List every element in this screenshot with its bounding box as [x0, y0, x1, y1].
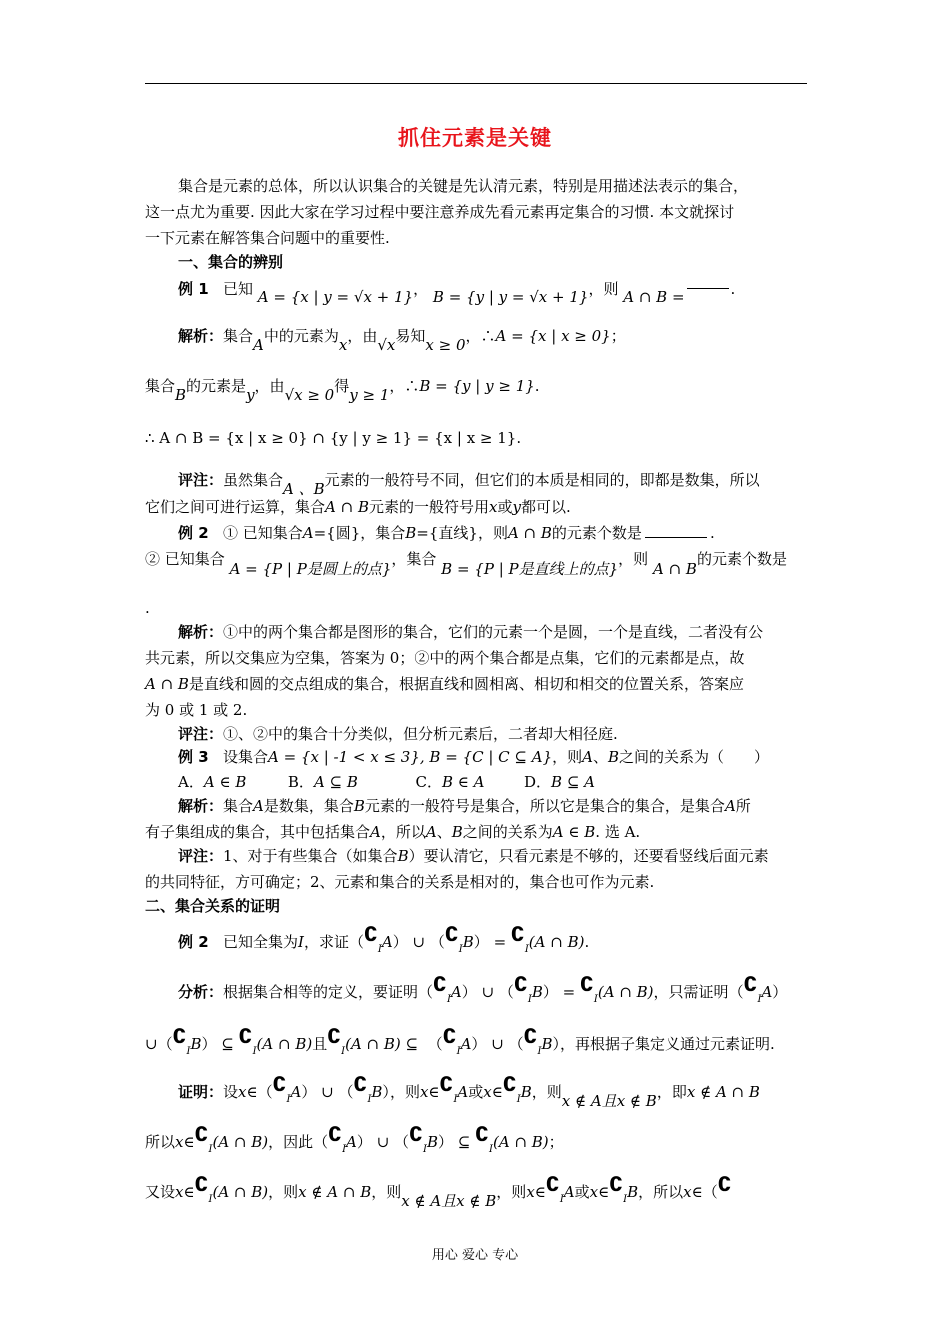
var-y: y — [246, 386, 255, 404]
text: 的元素是 — [186, 377, 247, 395]
paren: ） — [356, 1133, 372, 1151]
subscript-I: I — [559, 1194, 564, 1205]
set-A: A — [346, 1133, 357, 1151]
example-3 — [178, 747, 769, 767]
subscript-I: I — [537, 1046, 542, 1057]
example-4-label: 例 2 — [178, 933, 209, 951]
set-A: A — [457, 1083, 469, 1101]
set-A: A — [253, 797, 264, 815]
paren: （ — [728, 983, 744, 1001]
complement-icon: ∁ — [545, 1172, 560, 1196]
text: ，则 — [389, 1083, 420, 1101]
paren: （ — [508, 1035, 524, 1053]
complement-icon: ∁ — [743, 972, 758, 996]
option-value: B ∈ A — [441, 773, 485, 791]
complement-icon: ∁ — [272, 1072, 287, 1096]
subscript-I: I — [208, 1194, 213, 1205]
subset-op: ⊆ — [221, 1035, 234, 1053]
subscript-I: I — [623, 1194, 628, 1205]
intersection: A ∩ B — [507, 524, 552, 542]
set-A: A — [460, 1035, 472, 1053]
section-heading-1: 一、集合的辨别 — [178, 253, 284, 271]
text: 是直线和圆的交点组成的集合，根据直线和圆相离、相切和相交的位置关系，答案应 — [188, 675, 744, 693]
complement-icon: ∁ — [609, 1172, 624, 1196]
text: 设集合 — [222, 748, 268, 766]
text: 的元素个数是 — [551, 524, 642, 542]
set-A: A — [724, 797, 736, 815]
text: 它们之间可进行运算，集合 — [145, 498, 326, 516]
text: 或 — [574, 1183, 590, 1201]
in-op: ∈ — [183, 1133, 195, 1151]
paren: （ — [338, 1083, 354, 1101]
text: 虽然集合 — [223, 471, 284, 489]
option-key: A． — [178, 773, 204, 791]
example-1-label: 例 1 — [178, 280, 209, 298]
example-3-label: 例 3 — [178, 748, 209, 766]
set-definitions: A = {x | -1 < x ≤ 3}, B = {C | C ⊆ A} — [268, 748, 553, 766]
period: . — [584, 933, 590, 951]
solution-2-line-3 — [145, 674, 744, 694]
equals-op: = — [493, 933, 507, 951]
solution-2-line-1 — [178, 622, 763, 642]
in-op: ∈ — [598, 1183, 610, 1201]
set-B-definition: B = {P | P是直线上的点} — [441, 560, 619, 578]
text: ，由 — [254, 377, 285, 395]
set-A: A — [381, 933, 393, 951]
answer-blank — [645, 525, 707, 538]
intersection-question: A ∩ B = — [623, 288, 685, 306]
var-x: x — [589, 1183, 599, 1201]
text: 之间的关系为（ ） — [619, 748, 770, 766]
solution-label: 解析： — [178, 797, 224, 815]
subscript-I: I — [593, 994, 598, 1005]
not-in-relation: x ∉ A且x ∉ B — [561, 1092, 657, 1110]
complement-icon: ∁ — [475, 1122, 490, 1146]
subscript-I: I — [524, 944, 529, 955]
in-op: ∈ — [491, 1083, 503, 1101]
subscript-I: I — [422, 1144, 427, 1155]
complement-icon: ∁ — [194, 1172, 209, 1196]
set-B: B — [405, 524, 417, 542]
intro-line-3: 一下元素在解答集合问题中的重要性. — [145, 229, 390, 247]
inequality: √x ≥ 0 — [284, 386, 335, 404]
solution-3-line-1 — [178, 796, 751, 816]
intersection: A ∩ B — [652, 560, 697, 578]
complement-icon: ∁ — [172, 1024, 187, 1048]
complement-icon: ∁ — [238, 1024, 253, 1048]
universal-set-I: I — [298, 933, 304, 951]
text: 根据集合相等的定义，要证明 — [223, 983, 419, 1001]
var-x: x — [419, 1083, 429, 1101]
therefore: ，∴ — [389, 377, 420, 395]
subset-op: ⊆ — [405, 1035, 419, 1053]
set-A: A — [370, 823, 381, 841]
text: ，则 — [371, 1183, 402, 1201]
text: ，只需证明 — [653, 983, 729, 1001]
inequality: x ≥ 0 — [425, 336, 466, 354]
text: 元素的一般符号不同，但它们的本质是相同的，即都是数集，所以 — [324, 471, 760, 489]
comment-label: 评注： — [178, 725, 224, 743]
intersection: (A ∩ B) — [256, 1035, 313, 1053]
complement-icon: ∁ — [353, 1072, 368, 1096]
paren: ） — [382, 1083, 390, 1101]
equals-op: = — [562, 983, 576, 1001]
sqrt-x: √x — [377, 336, 396, 354]
text: 又设 — [145, 1183, 176, 1201]
example-2-q1 — [178, 523, 715, 543]
complement-icon: ∁ — [513, 972, 528, 996]
proof-line-1 — [178, 1072, 760, 1110]
intersection: (A ∩ B) — [597, 983, 654, 1001]
example-2-q2-end: . — [145, 599, 150, 617]
solution-1-line-1 — [178, 326, 626, 354]
union-op: ∪ — [412, 933, 426, 951]
subscript-I: I — [757, 994, 762, 1005]
text: 得 — [334, 377, 350, 395]
analysis-line-2 — [145, 1024, 775, 1057]
subset-op: ⊆ — [457, 1133, 471, 1151]
comment-2 — [178, 724, 618, 744]
period: . — [534, 377, 540, 395]
text: ，则 — [531, 1083, 562, 1101]
subscript-I: I — [458, 944, 463, 955]
option-key: C． — [415, 773, 442, 791]
text: ，所以 — [380, 823, 426, 841]
subscript-I: I — [377, 944, 382, 955]
text: ={直线}，则 — [416, 524, 508, 542]
paren: ） — [473, 933, 489, 951]
period: . — [709, 524, 715, 542]
union-op: ∪ — [481, 983, 495, 1001]
set-B-result: B = {y | y ≥ 1} — [419, 377, 535, 395]
example-2-q2 — [145, 549, 787, 578]
comment-1-line-1 — [178, 470, 760, 498]
in-op: ∈ — [534, 1183, 546, 1201]
set-A-definition: A = {x | y = √x + 1} — [257, 288, 414, 306]
sets-A-B: A 、B — [283, 480, 325, 498]
option-value: A ∈ B — [203, 773, 247, 791]
text: ①中的两个集合都是图形的集合，它们的元素一个是圆，一个是直线，二者没有公 — [223, 623, 764, 641]
example-1-text: 已知 — [222, 280, 253, 298]
text: 中的元素为 — [263, 327, 339, 345]
union-op: ∪ — [145, 1035, 158, 1053]
complement-icon: ∁ — [327, 1024, 342, 1048]
subscript-I: I — [446, 994, 451, 1005]
paren: （ — [429, 933, 445, 951]
set-A: A — [450, 983, 462, 1001]
text: ； — [610, 327, 626, 345]
example-1-then: ，则 — [588, 280, 619, 298]
text: ② 已知集合 — [145, 550, 225, 568]
subscript-I: I — [252, 1046, 257, 1057]
paren: ） — [772, 983, 788, 1001]
text: 易知 — [395, 327, 426, 345]
example-1 — [178, 279, 736, 306]
set-A-result: A = {x | x ≥ 0} — [495, 327, 611, 345]
text: 有子集组成的集合，其中包括集合 — [145, 823, 371, 841]
proof-line-2 — [145, 1122, 564, 1155]
paren: ） — [437, 1133, 453, 1151]
option-b[interactable] — [288, 773, 358, 791]
text: ，集合 — [391, 550, 437, 568]
example-4 — [178, 922, 590, 955]
complement-icon: ∁ — [328, 1122, 343, 1146]
separator: ， — [413, 280, 429, 298]
subscript-I: I — [527, 994, 532, 1005]
text: ，因此 — [268, 1133, 314, 1151]
text: ）要认清它，只看元素是不够的，还要看竖线后面元素 — [408, 847, 769, 865]
comment-3-line-1 — [178, 846, 769, 866]
text: 的元素个数是 — [696, 550, 787, 568]
relation: A ∈ B — [552, 823, 596, 841]
text: ，则 — [552, 748, 583, 766]
complement-icon: ∁ — [510, 922, 525, 946]
set-B: B — [353, 797, 365, 815]
paren: ） — [552, 1035, 560, 1053]
paren: （ — [313, 1133, 329, 1151]
complement-icon: ∁ — [444, 922, 459, 946]
set-B: B — [426, 1133, 438, 1151]
text: ①、②中的集合十分类似，但分析元素后，二者却大相径庭. — [223, 725, 618, 743]
subscript-I: I — [367, 1094, 372, 1105]
comment-3-line-2: 的共同特征，方可确定；2、元素和集合的关系是相对的，集合也可作为元素. — [145, 873, 655, 891]
complement-icon: ∁ — [433, 972, 447, 996]
complement-icon: ∁ — [363, 922, 378, 946]
paren: （ — [702, 1183, 718, 1201]
var-x: x — [483, 1083, 492, 1101]
union-op: ∪ — [376, 1133, 390, 1151]
intersection: A ∩ B — [145, 675, 189, 693]
var-x: x — [338, 336, 348, 354]
intersection: (A ∩ B) — [493, 1133, 549, 1151]
text: 集合 — [223, 327, 254, 345]
option-d[interactable] — [524, 773, 595, 791]
paren: （ — [498, 983, 514, 1001]
text: 所以 — [145, 1133, 176, 1151]
intro-line-1: 集合是元素的总体，所以认识集合的关键是先认清元素，特别是用描述法表示的集合， — [178, 177, 749, 195]
text: 是数集，集合 — [263, 797, 354, 815]
option-value: B ⊆ A — [551, 773, 596, 791]
page-title: 抓住元素是关键 — [398, 126, 552, 150]
paren: （ — [348, 933, 364, 951]
comment-label: 评注： — [178, 847, 224, 865]
set-A: A — [302, 524, 314, 542]
set-B: B — [397, 847, 409, 865]
intersection: (A ∩ B) — [212, 1183, 269, 1201]
separator: 、 — [436, 823, 452, 841]
in-op: ∈ — [428, 1083, 440, 1101]
text: ，由 — [347, 327, 378, 345]
subscript-I: I — [489, 1144, 493, 1155]
subscript-I: I — [456, 1046, 461, 1057]
proof-label: 证明： — [178, 1083, 224, 1101]
set-B: B — [531, 983, 543, 1001]
text: ，所以 — [638, 1183, 684, 1201]
subscript-I: I — [186, 1046, 191, 1057]
set-B: B — [175, 386, 187, 404]
option-key: D． — [524, 773, 552, 791]
solution-1-line-3 — [145, 428, 521, 448]
text: 1、对于有些集合（如集合 — [223, 847, 398, 865]
set-A-definition: A = {P | P是圆上的点} — [229, 560, 392, 578]
separator: 、 — [593, 748, 609, 766]
subscript-I: I — [341, 1046, 346, 1057]
var-x: x — [238, 1083, 247, 1101]
complement-icon: ∁ — [523, 1024, 538, 1048]
var-x: x — [175, 1133, 184, 1151]
intersection-result: ∴ A ∩ B = {x | x ≥ 0} ∩ {y | y ≥ 1} = {x | x ≥ 1} — [145, 429, 517, 447]
complement-icon: ∁ — [439, 1072, 454, 1096]
text: 已知全集为 — [222, 933, 298, 951]
text: 之间的关系为 — [462, 823, 553, 841]
text: 集合 — [223, 797, 254, 815]
text: ，再根据子集定义通过元素证明. — [560, 1035, 775, 1053]
var-x: x — [175, 1183, 184, 1201]
text: ，即 — [656, 1083, 687, 1101]
comment-label: 评注： — [178, 471, 224, 489]
paren: ） — [542, 983, 558, 1001]
paren: ） — [301, 1083, 317, 1101]
complement-icon: ∁ — [580, 972, 594, 996]
solution-label: 解析： — [178, 623, 224, 641]
page-footer: 用心 爱心 专心 — [431, 1248, 519, 1263]
set-A: A — [253, 336, 264, 354]
set-A: A — [425, 823, 437, 841]
set-B: B — [520, 1083, 532, 1101]
text: 集合 — [145, 377, 176, 395]
solution-2-line-2: 共元素，所以交集应为空集，答案为 0；②中的两个集合都是点集，它们的元素都是点，故 — [145, 649, 745, 667]
set-B: B — [627, 1183, 639, 1201]
complement-icon: ∁ — [717, 1172, 732, 1196]
var-y: y — [512, 498, 521, 516]
union-op: ∪ — [321, 1083, 334, 1101]
solution-2-line-4: 为 0 或 1 或 2. — [145, 701, 248, 719]
analysis-label: 分析： — [178, 983, 224, 1001]
example-2-label: 例 2 — [178, 524, 209, 542]
solution-label: 解析： — [178, 327, 224, 345]
not-in-relation: x ∉ A ∩ B — [298, 1183, 372, 1201]
option-a[interactable] — [178, 773, 246, 791]
text: . 选 A. — [595, 823, 641, 841]
complement-icon: ∁ — [442, 1024, 457, 1048]
set-B: B — [371, 1083, 383, 1101]
text: 元素的一般符号用 — [368, 498, 489, 516]
paren: ） — [461, 983, 477, 1001]
paren: （ — [418, 983, 434, 1001]
paren: ） — [471, 1035, 487, 1053]
text: 或 — [497, 498, 513, 516]
paren: （ — [394, 1133, 410, 1151]
in-op: ∈ — [183, 1183, 195, 1201]
proof-line-3 — [145, 1172, 732, 1210]
var-x: x — [683, 1183, 692, 1201]
analysis-line-1 — [178, 972, 788, 1005]
paren: （ — [427, 1035, 443, 1053]
option-c[interactable] — [415, 773, 484, 791]
text: ={圆}，集合 — [313, 524, 406, 542]
set-B-definition: B = {y | y = √x + 1} — [432, 288, 589, 306]
text: 设 — [223, 1083, 239, 1101]
subscript-I: I — [453, 1094, 458, 1105]
var-x: x — [526, 1183, 535, 1201]
text: 元素的一般符号是集合，所以它是集合的集合，是集合 — [364, 797, 725, 815]
not-in-relation: x ∉ A且x ∉ B — [401, 1192, 497, 1210]
paren: （ — [157, 1035, 173, 1053]
paren: （ — [257, 1083, 273, 1101]
intersection: (A ∩ B) — [345, 1035, 401, 1053]
set-A: A — [290, 1083, 302, 1101]
set-A: A — [563, 1183, 575, 1201]
subscript-I: I — [208, 1144, 213, 1155]
paren: ） — [392, 933, 408, 951]
in-op: ∈ — [246, 1083, 258, 1101]
text: ，则 — [268, 1183, 299, 1201]
complement-icon: ∁ — [194, 1122, 209, 1146]
text: 所 — [735, 797, 751, 815]
intersection: (A ∩ B) — [528, 933, 585, 951]
set-A: A — [761, 983, 773, 1001]
text: ① 已知集合 — [222, 524, 303, 542]
solution-1-line-2 — [145, 376, 540, 404]
period: . — [730, 280, 736, 298]
var-x: x — [489, 498, 498, 516]
header-rule — [145, 83, 807, 84]
period: . — [516, 429, 522, 447]
in-op: ∈ — [691, 1183, 703, 1201]
section-heading-2: 二、集合关系的证明 — [145, 897, 281, 915]
subscript-I: I — [516, 1094, 521, 1105]
inequality: y ≥ 1 — [349, 386, 390, 404]
text: 或 — [468, 1083, 484, 1101]
option-key: B． — [287, 773, 314, 791]
example-3-options — [178, 772, 595, 792]
union-op: ∪ — [491, 1035, 504, 1053]
not-in-relation: x ∉ A ∩ B — [686, 1083, 760, 1101]
set-B: B — [190, 1035, 202, 1053]
set-B: B — [608, 748, 620, 766]
subscript-I: I — [286, 1094, 291, 1105]
paren: ） — [201, 1035, 217, 1053]
text: ，求证 — [303, 933, 349, 951]
text: 且 — [312, 1035, 328, 1053]
intro-line-2: 这一点尤为重要. 因此大家在学习过程中要注意养成先看元素再定集合的习惯. 本文就探讨 — [145, 203, 735, 221]
intersection: (A ∩ B) — [212, 1133, 269, 1151]
text: ，则 — [496, 1183, 527, 1201]
text: ，则 — [618, 550, 649, 568]
intersection: A ∩ B — [325, 498, 369, 516]
set-A: A — [582, 748, 593, 766]
comment-1-line-2 — [145, 497, 571, 517]
set-B: B — [541, 1035, 553, 1053]
complement-icon: ∁ — [409, 1122, 423, 1146]
text: 都可以. — [520, 498, 571, 516]
therefore: ，∴ — [465, 327, 496, 345]
answer-blank — [687, 278, 729, 289]
set-B: B — [462, 933, 474, 951]
option-value: A ⊆ B — [313, 773, 358, 791]
set-B: B — [451, 823, 463, 841]
complement-icon: ∁ — [502, 1072, 517, 1096]
text: ； — [548, 1133, 564, 1151]
solution-3-line-2 — [145, 822, 640, 842]
subscript-I: I — [342, 1144, 347, 1155]
